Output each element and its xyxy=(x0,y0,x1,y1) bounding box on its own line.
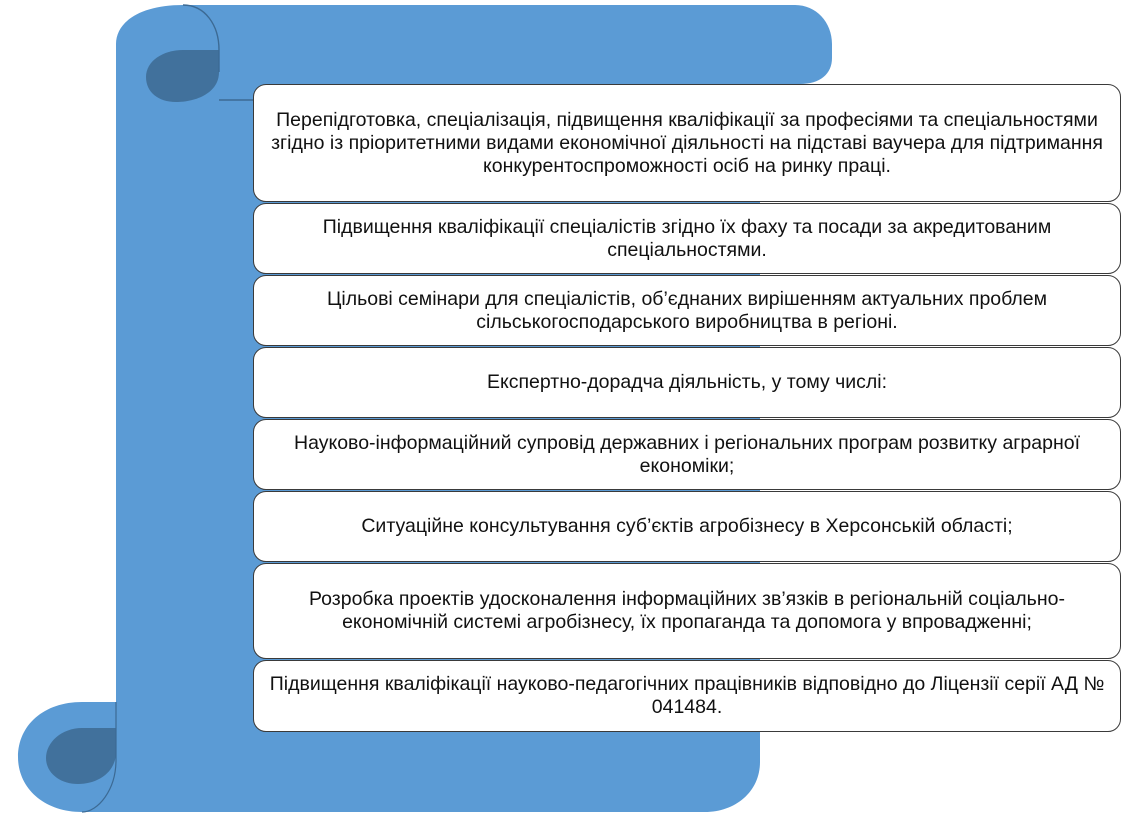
item-box-expert-advisory xyxy=(253,347,1121,418)
item-box-faculty-qualification xyxy=(253,660,1121,732)
items-list xyxy=(253,84,1121,733)
item-text: Цільові семінари для спеціалістів, об’єднаних вирішенням актуальних проблем сільськогосподарського виробництва в регіоні. xyxy=(326,287,1048,333)
item-box-specialist-qualification xyxy=(253,203,1121,274)
item-box-scientific-support xyxy=(253,419,1121,490)
item-text: Підвищення кваліфікації спеціалістів згідно їх фаху та посади за акредитованим спеціальностями. xyxy=(322,215,1052,261)
item-text: Перепідготовка, спеціалізація, підвищення кваліфікації за професіями та спеціальностями згідно із пріоритетними видами економічної діяльності на підставі ваучера для підтримання конкурентоспроможності осіб на ринку праці. xyxy=(271,108,1103,177)
item-text: Розробка проектів удосконалення інформаційних зв’язків в регіональній соціально-економічній системі агробізнесу, їх пропаганда та допомога у впровадженні; xyxy=(309,588,1065,633)
item-text: Підвищення кваліфікації науково-педагогічних працівників відповідно до Ліцензії серії АД № 041484. xyxy=(269,673,1105,718)
item-box-targeted-seminars xyxy=(253,275,1121,346)
item-box-project-development xyxy=(253,563,1121,659)
item-text: Науково-інформаційний супровід державних і регіональних програм розвитку аграрної економіки; xyxy=(294,431,1080,477)
item-box-situational-consulting xyxy=(253,491,1121,562)
item-text: Експертно-дорадча діяльність, у тому числі: xyxy=(486,371,888,393)
item-text: Ситуаційне консультування суб’єктів агробізнесу в Херсонській області; xyxy=(361,515,1013,537)
item-box-retraining xyxy=(253,84,1121,202)
